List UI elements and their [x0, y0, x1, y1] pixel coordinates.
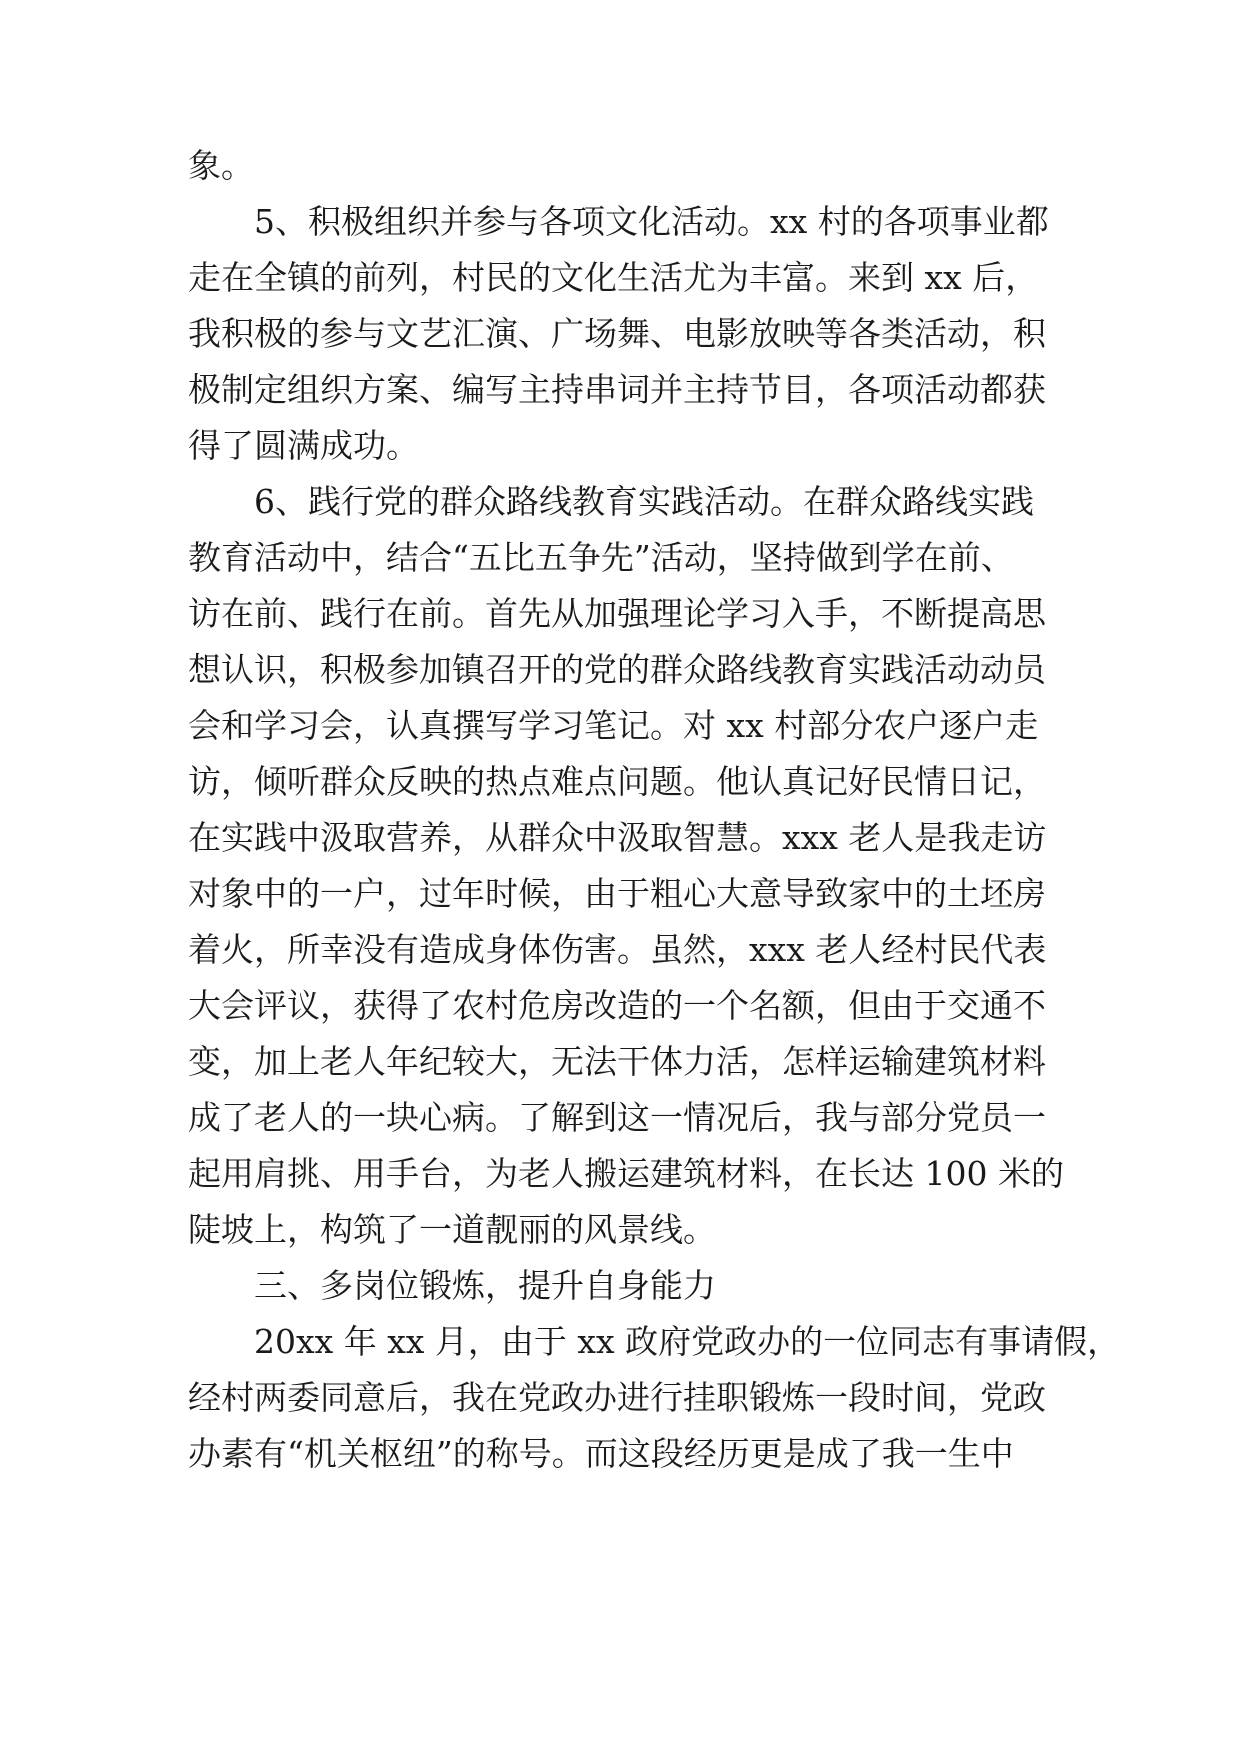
text-line: 我积极的参与文艺汇演、广场舞、电影放映等各类活动，积	[188, 314, 1046, 353]
text-line: 成了老人的一块心病。了解到这一情况后，我与部分党员一	[188, 1098, 1046, 1137]
text-line: 对象中的一户，过年时候，由于粗心大意导致家中的土坯房	[188, 874, 1046, 913]
text-line: 经村两委同意后，我在党政办进行挂职锻炼一段时间，党政	[188, 1378, 1046, 1417]
text-line: 会和学习会，认真撰写学习笔记。对 xx 村部分农户逐户走	[188, 706, 1039, 745]
text-line: 得了圆满成功。	[188, 426, 419, 465]
text-line: 走在全镇的前列，村民的文化生活尤为丰富。来到 xx 后，	[188, 258, 1039, 297]
text-line: 在实践中汲取营养，从群众中汲取智慧。xxx 老人是我走访	[188, 818, 1047, 857]
text-line: 20xx 年 xx 月，由于 xx 政府党政办的一位同志有事请假，	[254, 1322, 1121, 1361]
text-line: 访在前、践行在前。首先从加强理论学习入手，不断提高思	[188, 594, 1046, 633]
text-line: 访，倾听群众反映的热点难点问题。他认真记好民情日记，	[188, 762, 1046, 801]
text-line: 变，加上老人年纪较大，无法干体力活，怎样运输建筑材料	[188, 1042, 1046, 1081]
text-line: 大会评议，获得了农村危房改造的一个名额，但由于交通不	[188, 986, 1046, 1025]
text-line: 6、践行党的群众路线教育实践活动。在群众路线实践	[254, 482, 1034, 521]
text-line: 着火，所幸没有造成身体伤害。虽然，xxx 老人经村民代表	[188, 930, 1047, 969]
text-line: 起用肩挑、用手台，为老人搬运建筑材料，在长达 100 米的	[188, 1154, 1064, 1193]
text-line: 5、积极组织并参与各项文化活动。xx 村的各项事业都	[254, 202, 1049, 241]
text-line: 极制定组织方案、编写主持串词并主持节目，各项活动都获	[188, 370, 1046, 409]
text-line: 陡坡上，构筑了一道靓丽的风景线。	[188, 1210, 716, 1249]
section-heading: 三、多岗位锻炼，提升自身能力	[254, 1266, 716, 1305]
text-line: 办素有“机关枢纽”的称号。而这段经历更是成了我一生中	[188, 1434, 1014, 1473]
text-line: 想认识，积极参加镇召开的党的群众路线教育实践活动动员	[188, 650, 1046, 689]
text-line: 象。	[188, 146, 254, 185]
text-line: 教育活动中，结合“五比五争先”活动，坚持做到学在前、	[188, 538, 1014, 577]
